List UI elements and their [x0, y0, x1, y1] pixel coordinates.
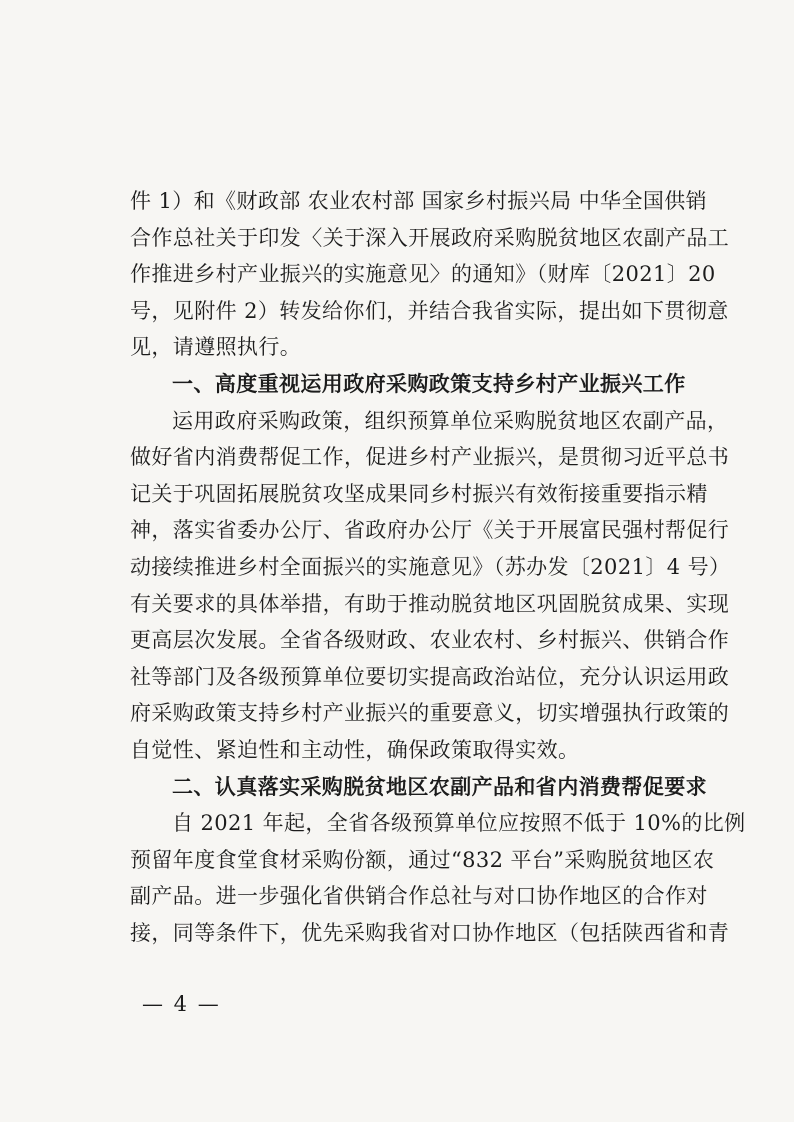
paragraph-first-line: 自 2021 年起，全省各级预算单位应按照不低于 10%的比例 [172, 811, 746, 836]
text-line: 神，落实省委办公厅、省政府办公厅《关于开展富民强村帮促行 [130, 518, 730, 543]
text-line: 号，见附件 2）转发给你们，并结合我省实际，提出如下贯彻意 [130, 298, 729, 323]
text-line: 接，同等条件下，优先采购我省对口协作地区（包括陕西省和青 [130, 920, 730, 945]
document-body [130, 183, 746, 951]
text-line: 合作总社关于印发〈关于深入开展政府采购脱贫地区农副产品工 [130, 225, 730, 250]
text-line: 预留年度食堂食材采购份额，通过“832 平台”采购脱贫地区农 [130, 847, 715, 872]
text-line: 社等部门及各级预算单位要切实提高政治站位，充分认识运用政 [130, 664, 730, 689]
text-line: 更高层次发展。全省各级财政、农业农村、乡村振兴、供销合作 [130, 628, 730, 653]
text-line: 府采购政策支持乡村产业振兴的重要意义，切实增强执行政策的 [130, 701, 730, 726]
text-line: 动接续推进乡村全面振兴的实施意见》（苏办发〔2021〕4 号） [130, 554, 731, 579]
text-line: 作推进乡村产业振兴的实施意见〉的通知》（财库〔2021〕20 [130, 262, 716, 287]
paragraph-first-line: 运用政府采购政策，组织预算单位采购脱贫地区农副产品， [172, 408, 729, 433]
text-line: 记关于巩固拓展脱贫攻坚成果同乡村振兴有效衔接重要指示精 [130, 481, 708, 506]
page-number: — 4 — [142, 992, 221, 1016]
text-line: 有关要求的具体举措，有助于推动脱贫地区巩固脱贫成果、实现 [130, 591, 730, 616]
section-heading-2: 二、认真落实采购脱贫地区农副产品和省内消费帮促要求 [172, 774, 707, 799]
section-heading-1: 一、高度重视运用政府采购政策支持乡村产业振兴工作 [172, 371, 686, 396]
text-line: 见，请遵照执行。 [130, 335, 302, 360]
text-line: 件 1）和《财政部 农业农村部 国家乡村振兴局 中华全国供销 [130, 189, 708, 213]
text-line: 做好省内消费帮促工作，促进乡村产业振兴，是贯彻习近平总书 [130, 445, 730, 470]
text-line: 副产品。进一步强化省供销合作总社与对口协作地区的合作对 [130, 884, 708, 909]
text-line: 自觉性、紧迫性和主动性，确保政策取得实效。 [130, 737, 580, 762]
